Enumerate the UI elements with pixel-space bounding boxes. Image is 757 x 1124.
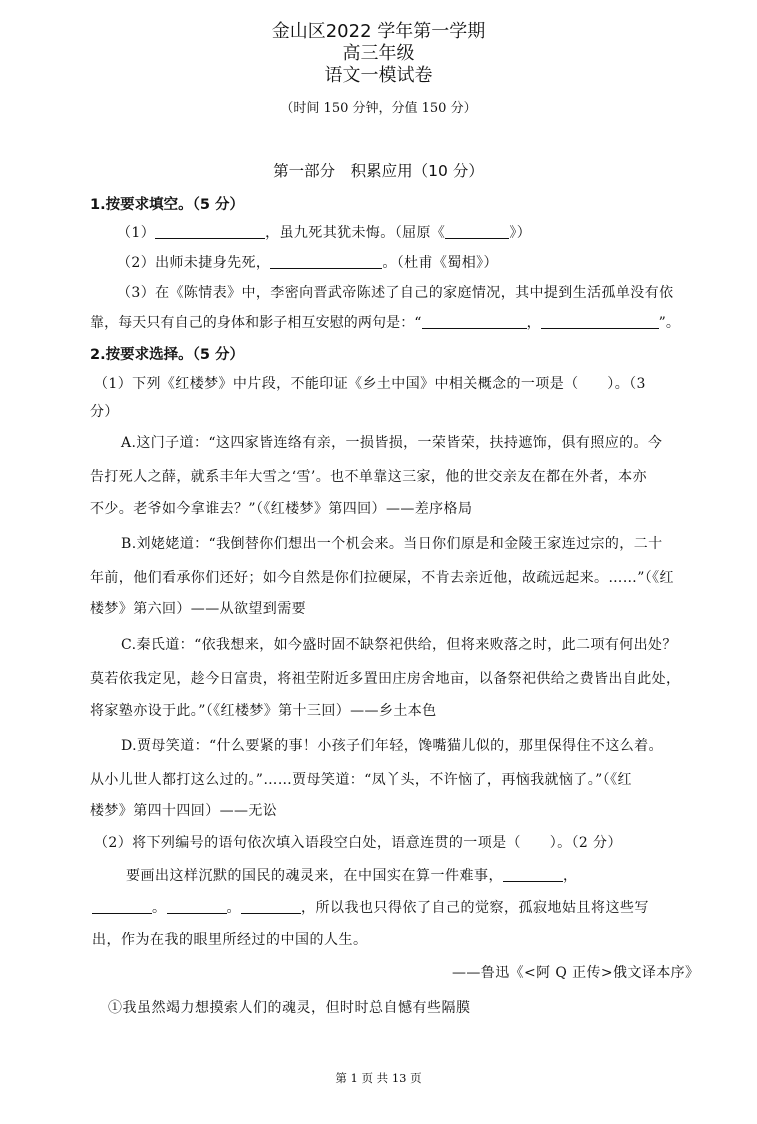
answer-blank[interactable] bbox=[155, 224, 265, 239]
option-b-line2: 年前，他们看承你们还好；如今自然是你们拉硬屎，不肯去亲近他，故疏远起来。……”（《红 bbox=[90, 570, 674, 586]
exam-title-line2: 高三年级 bbox=[342, 43, 415, 64]
q1-item-1-prefix: （1） bbox=[117, 225, 156, 241]
q1-item-1-text: ，虽九死其犹未悔。（屈原《 bbox=[265, 225, 446, 241]
passage-period: 。 bbox=[226, 900, 241, 916]
answer-blank[interactable] bbox=[541, 314, 659, 329]
statement-1: ①我虽然竭力想摸索人们的魂灵，但时时总自憾有些隔膜 bbox=[108, 1000, 471, 1016]
option-d-line3: 楼梦》第四十四回）——无讼 bbox=[90, 803, 278, 819]
q1-item-2 bbox=[117, 252, 498, 272]
option-c-line2: 莫若依我定见，趁今日富贵，将祖茔附近多置田庄房舍地亩，以备祭祀供给之费皆出自此处， bbox=[90, 671, 681, 687]
exam-title-line1: 金山区2022 学年第一学期 bbox=[271, 21, 486, 42]
option-a-line3: 不少。老爷如今拿谁去？”（《红楼梦》第四回）——差序格局 bbox=[90, 501, 473, 517]
page-number: 第 1 页 共 13 页 bbox=[335, 1071, 422, 1085]
answer-blank[interactable] bbox=[270, 254, 382, 269]
q2-sub2-line1: （2）将下列编号的语句依次填入语段空白处，语意连贯的一项是（ ）。（2 分） bbox=[94, 835, 622, 851]
question-2-title: 2.按要求选择。（5 分） bbox=[90, 347, 244, 363]
time-note: （时间 150 分钟，分值 150 分） bbox=[280, 101, 477, 116]
q1-item-3-text: 靠，每天只有自己的身体和影子相互安慰的两句是：“ bbox=[90, 315, 422, 331]
option-d-line2: 从小儿世人都打这么过的。”……贾母笑道：“凤丫头，不许恼了，再恼我就恼了。”（《红 bbox=[90, 772, 632, 788]
exam-title-line3: 语文一模试卷 bbox=[324, 65, 433, 86]
option-c-line1: C.秦氏道：“依我想来，如今盛时固不缺祭祀供给，但将来败落之时，此二项有何出处？ bbox=[121, 637, 677, 653]
q2-sub1-line1: （1）下列《红楼梦》中片段，不能印证《乡土中国》中相关概念的一项是（ ）。（3 bbox=[94, 376, 646, 392]
q1-item-3-line2 bbox=[90, 312, 680, 332]
answer-blank[interactable] bbox=[92, 899, 152, 914]
q1-item-3-line1: （3）在《陈情表》中，李密向晋武帝陈述了自己的家庭情况，其中提到生活孤单没有依 bbox=[117, 285, 674, 301]
passage-period: 。 bbox=[152, 900, 167, 916]
answer-blank[interactable] bbox=[167, 899, 227, 914]
passage-line2 bbox=[92, 897, 649, 917]
answer-blank[interactable] bbox=[503, 867, 563, 882]
answer-blank[interactable] bbox=[422, 314, 527, 329]
passage-text: 要画出这样沉默的国民的魂灵来，在中国实在算一件难事， bbox=[126, 868, 503, 884]
answer-blank[interactable] bbox=[241, 899, 301, 914]
option-d-line1: D.贾母笑道：“什么要紧的事！小孩子们年轻，馋嘴猫儿似的，那里保得住不这么着。 bbox=[121, 738, 663, 754]
q1-item-1 bbox=[117, 222, 531, 242]
option-c-line3: 将家塾亦设于此。”（《红楼梦》第十三回）——乡土本色 bbox=[90, 703, 437, 719]
q1-item-1-suffix: 》） bbox=[509, 225, 532, 241]
option-b-line3: 楼梦》第六回）——从欲望到需要 bbox=[90, 601, 306, 617]
q1-item-2-suffix: 。（杜甫《蜀相》） bbox=[382, 255, 498, 271]
option-a-line2: 告打死人之薛，就系丰年大雪之‘雪’。也不单靠这三家，他的世交亲友在都在外者，本亦 bbox=[90, 469, 647, 485]
section-title: 第一部分 积累应用（10 分） bbox=[273, 162, 484, 180]
passage-comma: ， bbox=[563, 868, 578, 884]
q1-item-2-text: （2）出师未捷身先死， bbox=[117, 255, 271, 271]
question-1-title: 1.按要求填空。（5 分） bbox=[90, 197, 244, 213]
q2-sub1-line2: 分） bbox=[90, 404, 119, 420]
passage-line1 bbox=[126, 865, 578, 885]
answer-blank[interactable] bbox=[445, 224, 509, 239]
q1-item-3-comma: ， bbox=[526, 315, 541, 331]
passage-source: ——鲁迅《<阿 Q 正传>俄文译本序》 bbox=[452, 965, 700, 981]
passage-text: ，所以我也只得依了自己的觉察，孤寂地姑且将这些写 bbox=[301, 900, 649, 916]
q1-item-3-end: ”。 bbox=[658, 315, 681, 331]
option-a-line1: A.这门子道：“这四家皆连络有亲，一损皆损，一荣皆荣，扶持遮饰，俱有照应的。今 bbox=[121, 435, 663, 451]
passage-line3: 出，作为在我的眼里所经过的中国的人生。 bbox=[92, 932, 368, 948]
option-b-line1: B.刘姥姥道：“我倒替你们想出一个机会来。当日你们原是和金陵王家连过宗的，二十 bbox=[121, 536, 663, 552]
